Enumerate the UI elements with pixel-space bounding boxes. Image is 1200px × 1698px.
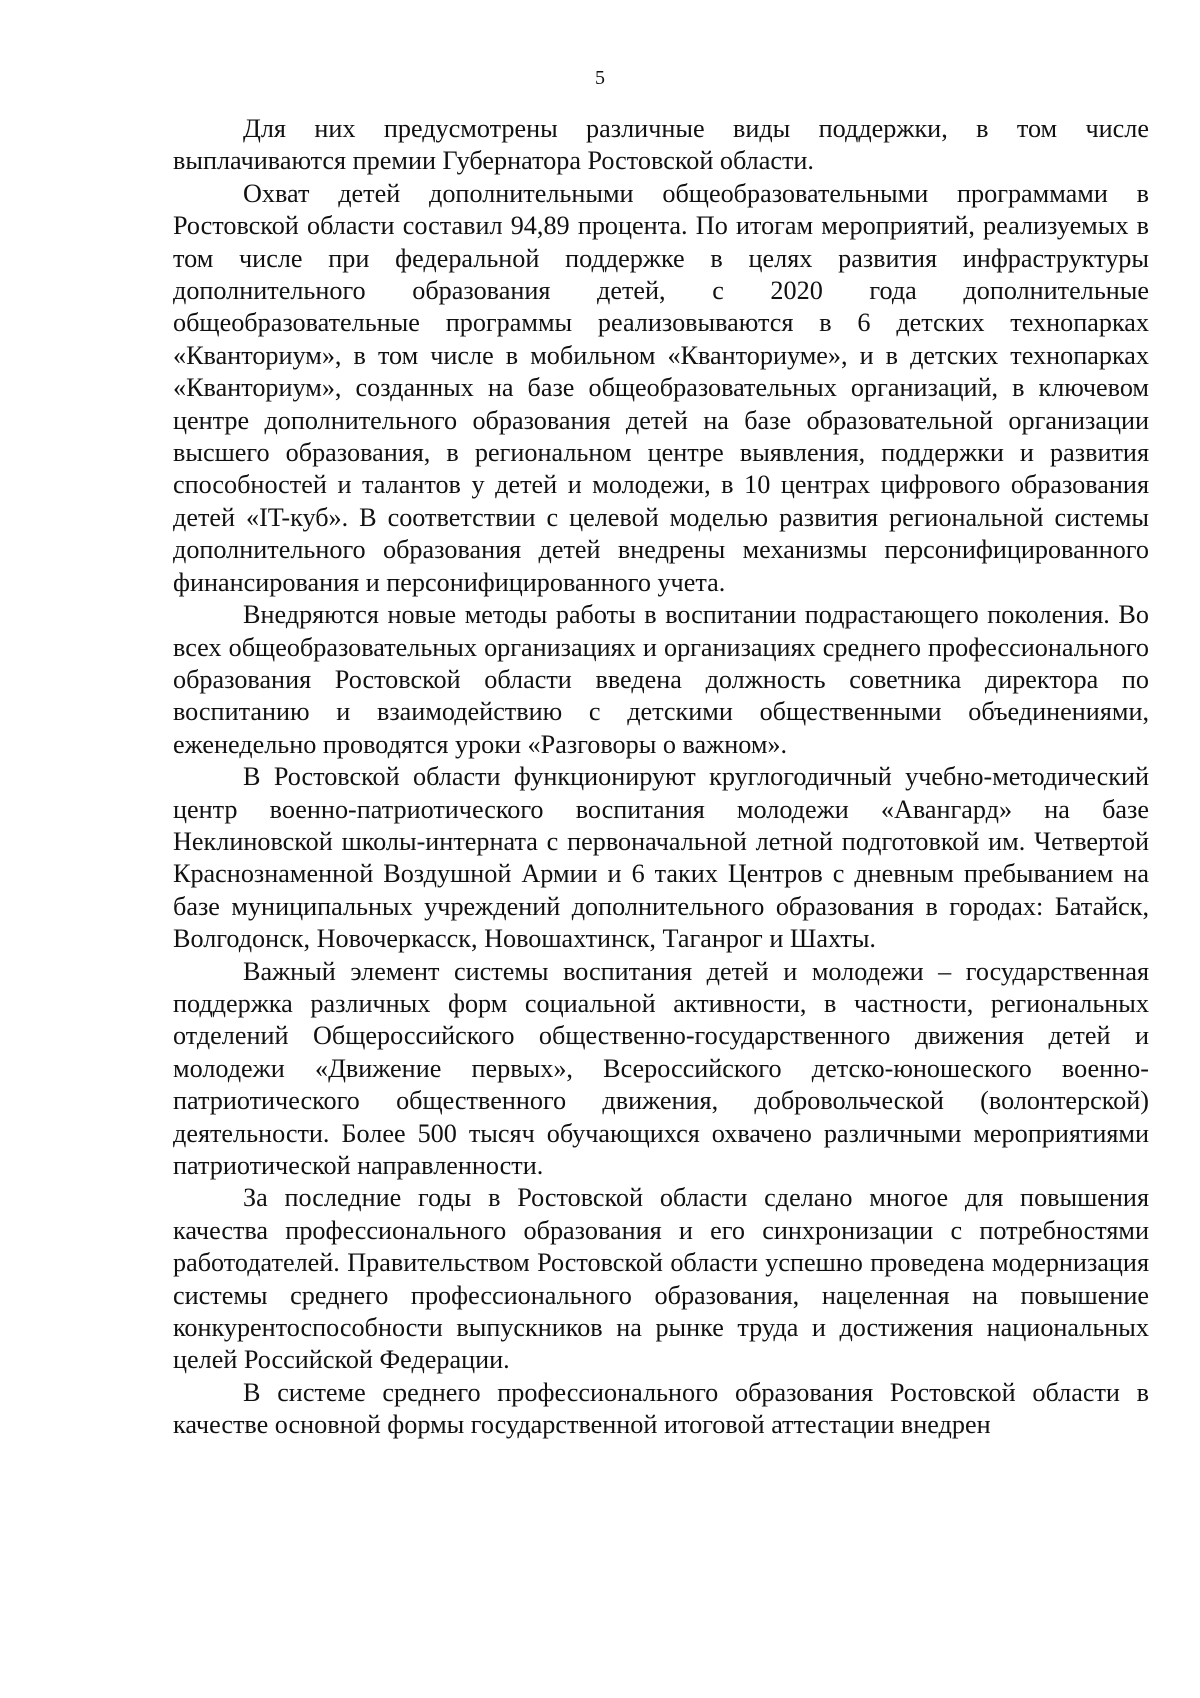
document-body	[173, 113, 1149, 1442]
paragraph-final-attestation: В системе среднего профессионального образования Ростовской области в качестве основной формы государственной итоговой аттестации внедрен	[173, 1377, 1149, 1440]
paragraph-support-types: Для них предусмотрены различные виды поддержки, в том числе выплачиваются премии Губернатора Ростовской области.	[173, 114, 1149, 176]
paragraph-patriotic-centers: В Ростовской области функционируют круглогодичный учебно-методический центр военно-патриотического воспитания молодежи «Авангард» на базе Неклиновской школы-интерната с первоначальной летной подготовкой им. Четвертой Краснознаменной Воздушной Армии и 6 таких Центров с дневным пребыванием на базе муниципальных учреждений дополнительного образования в городах: Батайск, Волгодонск, Новочеркасск, Новошахтинск, Таганрог и Шахты.	[173, 762, 1149, 954]
paragraph-professional-education: За последние годы в Ростовской области сделано многое для повышения качества профессионального образования и его синхронизации с потребностями работодателей. Правительством Ростовской области успешно проведена модернизация системы среднего профессионального образования, нацеленная на повышение конкурентоспособности выпускников на рынке труда и достижения национальных целей Российской Федерации.	[173, 1183, 1149, 1375]
page-number: 5	[595, 67, 605, 89]
paragraph-additional-education: Охват детей дополнительными общеобразовательными программами в Ростовской области составил 94,89 процента. По итогам мероприятий, реализуемых в том числе при федеральной поддержке в целях развития инфраструктуры дополнительного образования детей, с 2020 года дополнительные общеобразовательные программы реализовываются в 6 детских технопарках «Кванториум», в том числе в мобильном «Кванториуме», и в детских технопарках «Кванториум», созданных на базе общеобразовательных организаций, в ключевом центре дополнительного образования детей на базе образовательной организации высшего образования, в региональном центре выявления, поддержки и развития способностей и талантов у детей и молодежи, в 10 центрах цифрового образования детей «IT-куб». В соответствии с целевой моделью развития региональной системы дополнительного образования детей внедрены механизмы персонифицированного финансирования и персонифицированного учета.	[173, 178, 1149, 597]
paragraph-new-methods: Внедряются новые методы работы в воспитании подрастающего поколения. Во всех общеобразовательных организациях и организациях среднего профессионального образования Ростовской области введена должность советника директора по воспитанию и взаимодействию с детскими общественными объединениями, еженедельно проводятся уроки «Разговоры о важном».	[173, 600, 1149, 759]
paragraph-social-activity: Важный элемент системы воспитания детей и молодежи – государственная поддержка различных форм социальной активности, в частности, региональных отделений Общероссийского общественно-государственного движения детей и молодежи «Движение первых», Всероссийского детско-юношеского военно-патриотического общественного движения, добровольческой (волонтерской) деятельности. Более 500 тысяч обучающихся охвачено различными мероприятиями патриотической направленности.	[173, 956, 1149, 1180]
